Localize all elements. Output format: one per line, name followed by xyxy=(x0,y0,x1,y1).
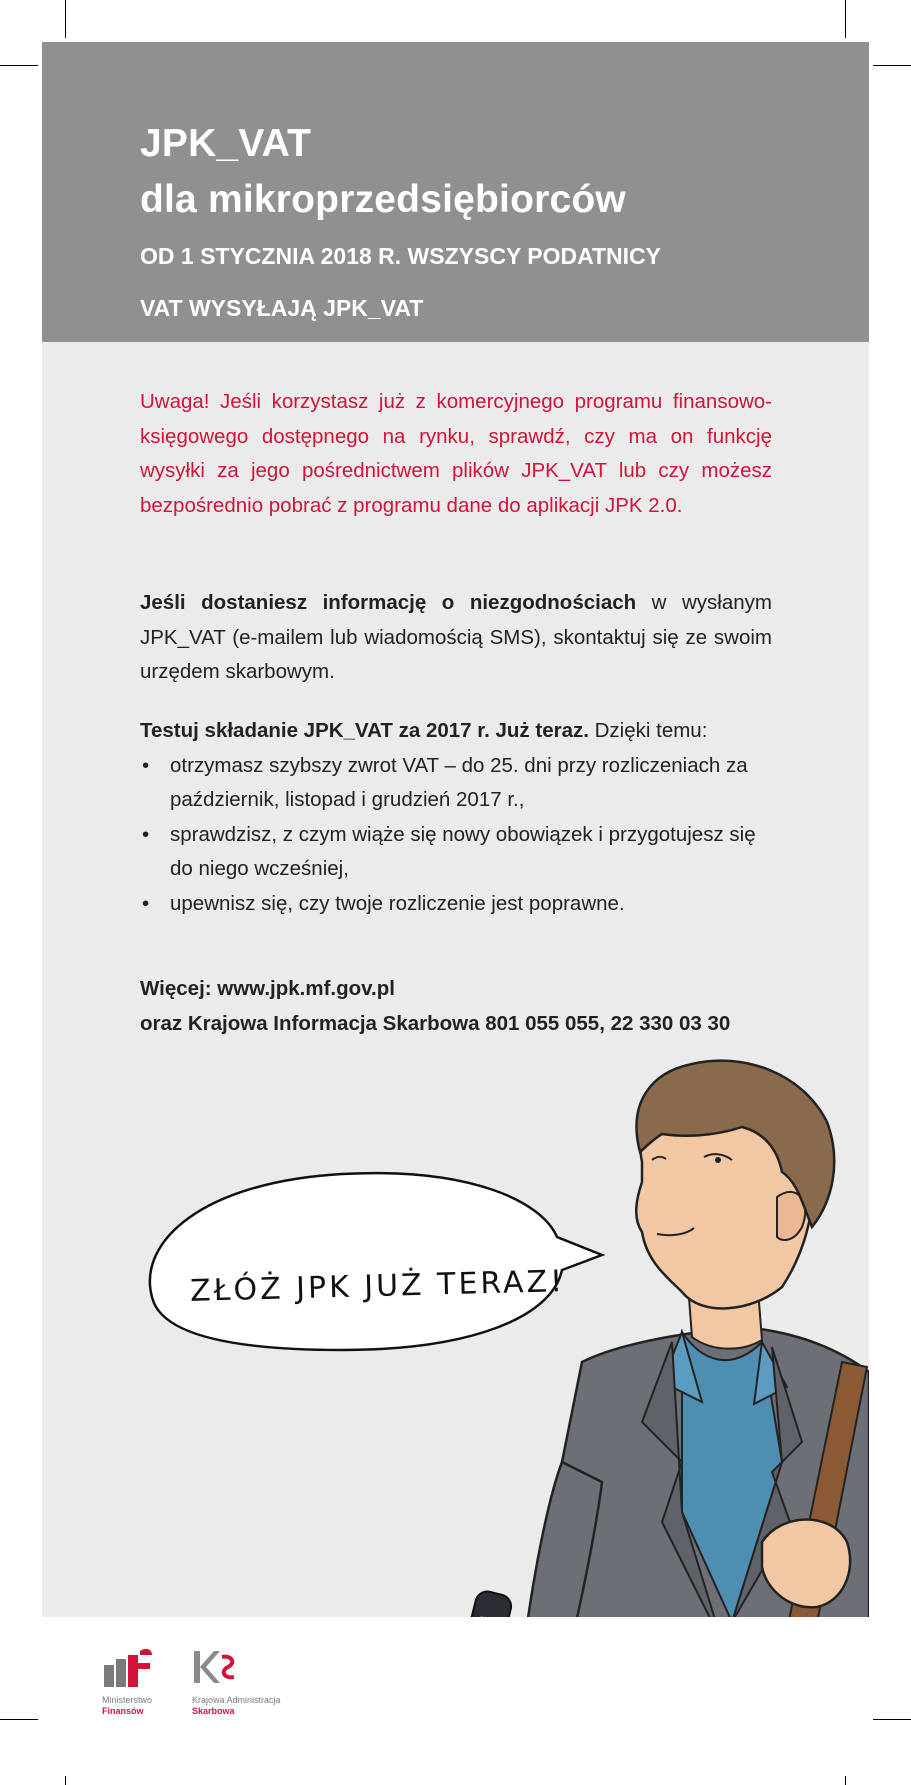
testing-rest: Dzięki temu: xyxy=(588,719,708,742)
crop-mark xyxy=(0,65,38,66)
kas-logo-text2: Skarbowa xyxy=(192,1706,235,1716)
speech-bubble-icon xyxy=(150,1173,602,1350)
mf-logo-text2: Finansów xyxy=(102,1706,144,1716)
speech-bubble-text: ZŁÓŻ JPK JUŻ TERAZ! xyxy=(189,1264,566,1309)
kas-logo-text1: Krajowa Administracja xyxy=(192,1695,281,1705)
page-title: JPK_VAT xyxy=(140,122,312,165)
crop-mark xyxy=(65,0,66,38)
subtitle-line2: VAT WYSYŁAJĄ JPK_VAT xyxy=(140,295,424,321)
list-item: • sprawdzisz, z czym wiąże się nowy obowiązek i przygotujesz się do niego wcześniej, xyxy=(140,818,772,887)
list-item: • otrzymasz szybszy zwrot VAT – do 25. dni przy rozliczeniach za październik, listopad i grudzień 2017 r., xyxy=(140,749,772,818)
discrepancy-rest: w wysłanym JPK_VAT (e-mailem lub wiadomością SMS), skontaktuj się ze swoim urzędem skarbowym. xyxy=(140,591,772,683)
mf-logo-text1: Ministerstwo xyxy=(102,1695,153,1705)
subtitle-line1: OD 1 STYCZNIA 2018 R. WSZYSCY PODATNICY xyxy=(140,243,662,269)
contact-website: Więcej: www.jpk.mf.gov.pl xyxy=(140,977,395,1000)
crop-mark xyxy=(873,65,911,66)
crop-mark xyxy=(0,1719,38,1720)
testing-bold: Testuj składanie JPK_VAT za 2017 r. Już teraz. xyxy=(140,719,589,742)
businessman-illustration xyxy=(42,42,869,1776)
list-item: • upewnisz się, czy twoje rozliczenie jest poprawne. xyxy=(140,887,772,922)
kas-logo-icon xyxy=(192,1645,238,1689)
crop-mark xyxy=(873,1719,911,1720)
contact-phone: oraz Krajowa Informacja Skarbowa 801 055 055, 22 330 03 30 xyxy=(140,1011,731,1035)
discrepancy-bold: Jeśli dostaniesz informację o niezgodnościach xyxy=(140,591,637,614)
crop-mark xyxy=(845,0,846,38)
warning-paragraph: Uwaga! Jeśli korzystasz już z komercyjnego programu finansowo-księgowego dostępnego na rynku, sprawdź, czy ma on funkcję wysyłki za jego pośrednictwem plików JPK_VAT lub czy możesz bezpośrednio pobrać z programu dane do aplikacji JPK 2.0. xyxy=(140,390,772,517)
flyer xyxy=(42,42,869,1776)
page-title-line2: dla mikroprzedsiębiorców xyxy=(140,178,626,221)
logos-strip xyxy=(42,1617,869,1776)
ministry-of-finance-logo-icon xyxy=(102,1647,154,1689)
